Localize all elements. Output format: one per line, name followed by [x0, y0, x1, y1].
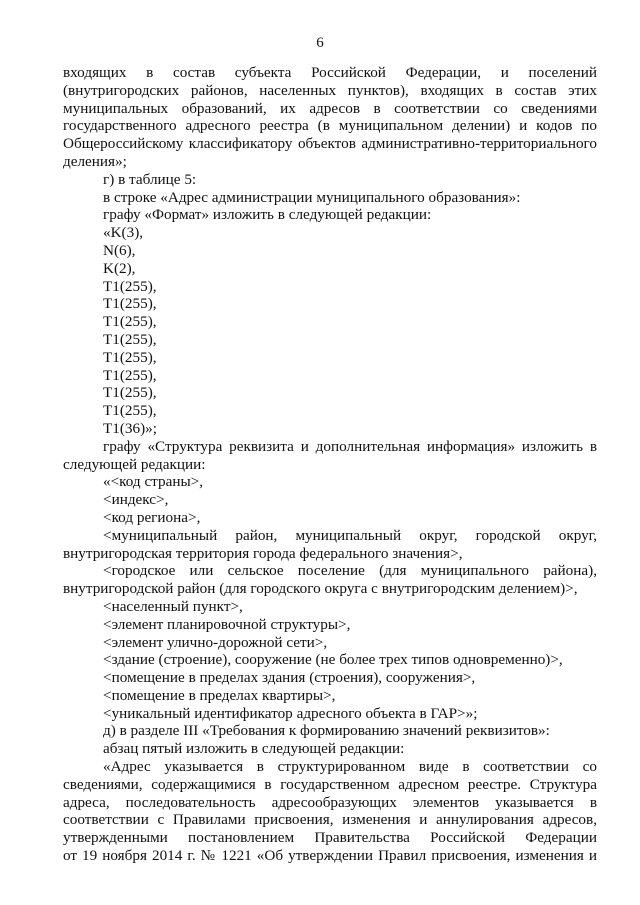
text-line: <элемент улично-дорожной сети>, — [103, 633, 328, 651]
text-line: T1(255), — [103, 384, 157, 402]
text-line: <элемент планировочной структуры>, — [103, 615, 351, 633]
text-line: <муниципальный район, муниципальный округ, городской округ, — [103, 526, 597, 544]
page-number: 6 — [316, 35, 324, 51]
text-line: N(6), — [103, 241, 136, 259]
text-line: г) в таблице 5: — [103, 170, 197, 188]
text-line: «<код страны>, — [103, 473, 204, 491]
text-line: «K(3), — [103, 224, 144, 242]
text-line: T1(255), — [103, 402, 157, 420]
text-line: <код региона>, — [103, 508, 201, 526]
text-line: T1(255), — [103, 366, 157, 384]
text-line: графу «Структура реквизита и дополнительная информация» изложить в — [103, 437, 597, 455]
text-line: T1(255), — [103, 313, 157, 331]
text-line: следующей редакции: — [63, 455, 206, 473]
text-line: графу «Формат» изложить в следующей редакции: — [103, 206, 432, 224]
text-line: в строке «Адрес администрации муниципального образования»: — [103, 188, 521, 206]
text-line: <помещение в пределах здания (строения), сооружения>, — [103, 669, 476, 687]
text-line: абзац пятый изложить в следующей редакции: — [103, 740, 405, 758]
text-line: муниципальных образований, их адресов в соответствии со сведениями — [63, 99, 597, 117]
text-line: государственного адресного реестра (в муниципальном делении) и кодов по — [63, 117, 597, 135]
text-line: от 19 ноября 2014 г. № 1221 «Об утверждении Правил присвоения, изменения и — [63, 847, 597, 865]
text-line: K(2), — [103, 259, 136, 277]
text-line: деления»; — [63, 152, 127, 170]
text-line: <уникальный идентификатор адресного объекта в ГАР>»; — [103, 704, 478, 722]
text-line: внутригородская территория города федерального значения>, — [63, 544, 463, 562]
text-line: «Адрес указывается в структурированном виде в соответствии со — [103, 758, 597, 776]
text-line: <городское или сельское поселение (для муниципального района), — [103, 562, 597, 580]
text-line: T1(255), — [103, 277, 157, 295]
text-line: T1(36)»; — [103, 419, 157, 437]
text-line: T1(255), — [103, 348, 157, 366]
text-line: <населенный пункт>, — [103, 597, 243, 615]
text-line: внутригородской район (для городского округа с внутригородским делением)>, — [63, 580, 578, 598]
document-body — [63, 64, 597, 865]
text-line: Общероссийскому классификатору объектов административно-территориального — [63, 135, 597, 153]
text-line: соответствии с Правилами присвоения, изменения и аннулирования адресов, — [63, 811, 597, 829]
text-line: (внутригородских районов, населенных пунктов), входящих в состав этих — [63, 81, 597, 99]
text-line: сведениями, содержащимися в государственном адресном реестре. Структура — [63, 775, 597, 793]
text-line: T1(255), — [103, 295, 157, 313]
text-line: T1(255), — [103, 330, 157, 348]
text-line: адреса, последовательность адресообразующих элементов указывается в — [63, 793, 597, 811]
text-line: <помещение в пределах квартиры>, — [103, 686, 336, 704]
text-line: д) в разделе III «Требования к формированию значений реквизитов»: — [103, 722, 550, 740]
text-line: <здание (строение), сооружение (не более трех типов одновременно)>, — [103, 651, 563, 669]
text-line: <индекс>, — [103, 491, 169, 509]
text-line: утвержденными постановлением Правительства Российской Федерации — [63, 829, 597, 847]
text-line: входящих в состав субъекта Российской Федерации, и поселений — [63, 64, 597, 81]
